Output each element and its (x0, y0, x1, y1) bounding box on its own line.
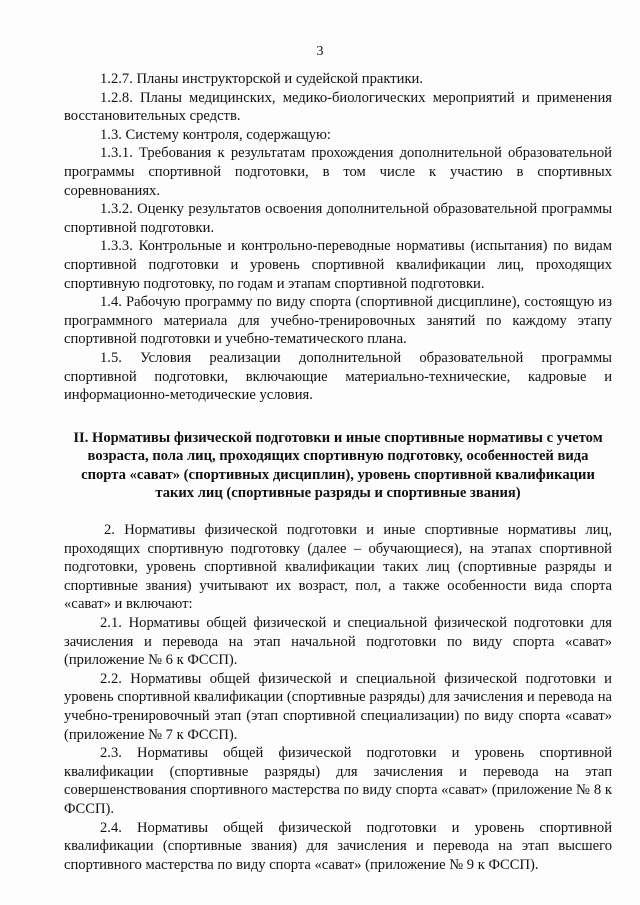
paragraph-2-1: 2.1. Нормативы общей физической и специальной физической подготовки для зачисления и перевода на этап начальной подготовки по виду спорта «сават» (приложение № 6 к ФССП). (64, 615, 612, 669)
paragraph-1-3-3: 1.3.3. Контрольные и контрольно-переводные нормативы (испытания) по видам спортивной подготовки и уровень спортивной квалификации лиц, проходящих спортивную подготовку, по годам и этапам спортивной подготовки. (64, 238, 612, 292)
paragraph-1-2-8: 1.2.8. Планы медицинских, медико-биологических мероприятий и применения восстановительных средств. (64, 89, 612, 125)
paragraph-1-3-2: 1.3.2. Оценку результатов освоения дополнительной образовательной программы спортивной подготовки. (64, 201, 612, 236)
section-heading: II. Нормативы физической подготовки и иные спортивные нормативы с учетом возраста, пола лиц, проходящих спортивную подготовку, особенностей вида спорта «сават» (спортивных дисциплин), уровень спортивной квалификации таких лиц (спортивные разряды и спортивные звания) (73, 429, 603, 502)
section-one-continuation (64, 70, 612, 405)
paragraph-1-3: 1.3. Систему контроля, содержащую: (100, 126, 331, 143)
document-body (64, 70, 612, 874)
paragraph-2-2: 2.2. Нормативы общей физической и специальной физической подготовки и уровень спортивной квалификации (спортивные разряды) для зачисления и перевода на учебно-тренировочный этап (этап спортивной специализации) по виду спорта «сават» (приложение № 7 к ФССП). (64, 670, 612, 743)
section-two-body (64, 521, 612, 874)
page-number: 3 (316, 44, 324, 59)
paragraph-1-5: 1.5. Условия реализации дополнительной образовательной программы спортивной подготовки, включающие материально-технические, кадровые и информационно-методические условия. (64, 349, 612, 404)
paragraph-2-3: 2.3. Нормативы общей физической подготовки и уровень спортивной квалификации (спортивные разряды) для зачисления и перевода на этап совершенствования спортивного мастерства по виду спорта «сават» (приложение № 8 к ФССП). (64, 745, 612, 817)
paragraph-2-4: 2.4. Нормативы общей физической подготовки и уровень спортивной квалификации (спортивные звания) для зачисления и перевода на этап высшего спортивного мастерства по виду спорта «сават» (приложение № 9 к ФССП). (64, 819, 612, 873)
paragraph-1-3-1: 1.3.1. Требования к результатам прохождения дополнительной образовательной программы спортивной подготовки, в том числе к участию в спортивных соревнованиях. (64, 145, 612, 199)
paragraph-2: 2. Нормативы физической подготовки и иные спортивные нормативы лиц, проходящих спортивную подготовку (далее – обучающиеся), на этапах спортивной подготовки, уровень спортивной квалификации таких лиц (спортивные разряды и спортивные звания) учитывают их возраст, пол, а также особенности вида спорта «сават» и включают: (64, 522, 612, 613)
paragraph-1-4: 1.4. Рабочую программу по виду спорта (спортивной дисциплине), состоящую из программного материала для учебно-тренировочных занятий по каждому этапу спортивной подготовки и учебно-тематического плана. (64, 294, 612, 348)
paragraph-1-2-7: 1.2.7. Планы инструкторской и судейской практики. (100, 71, 423, 87)
